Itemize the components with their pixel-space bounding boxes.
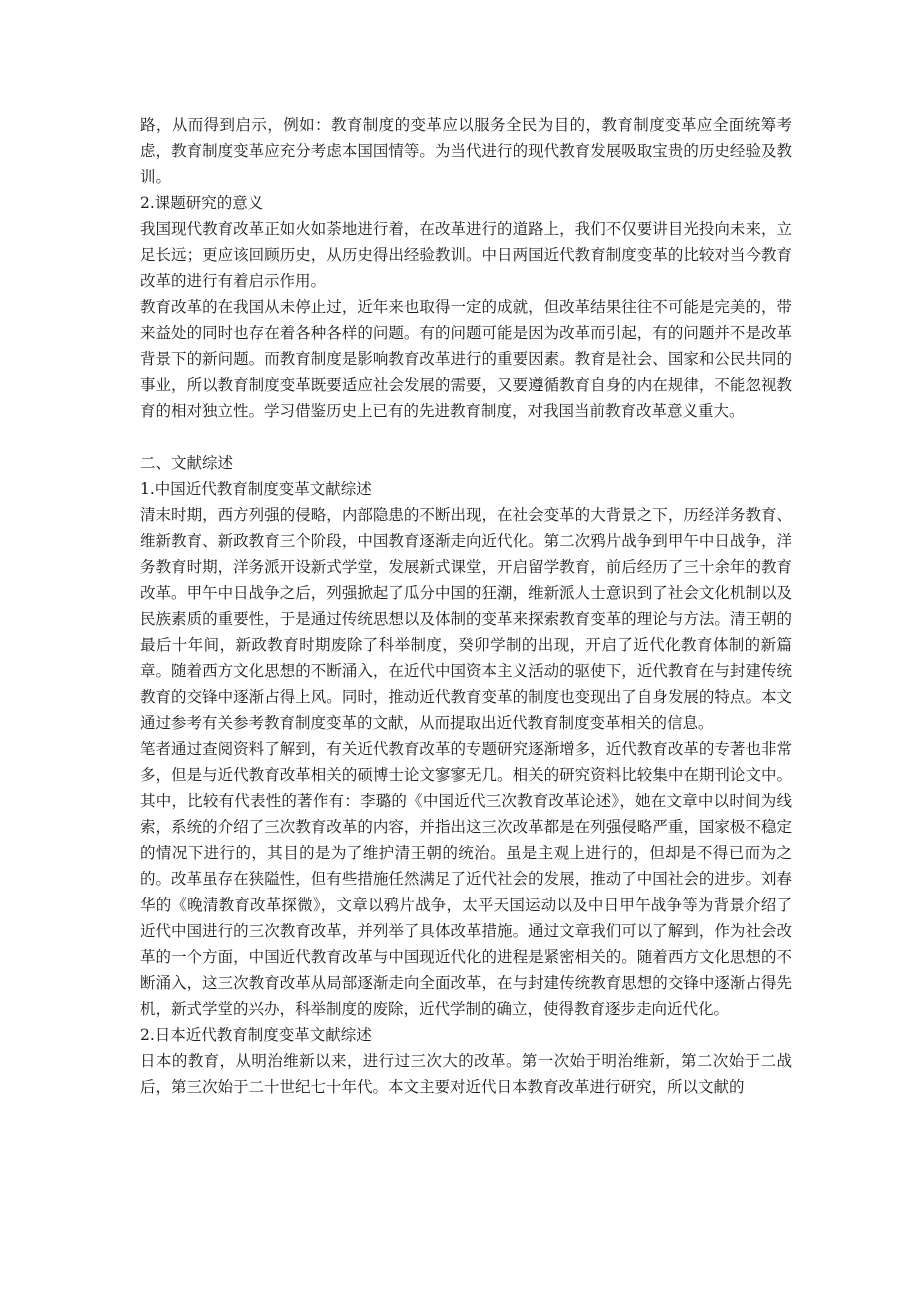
- paragraph-intro-continued: 路，从而得到启示，例如：教育制度的变革应以服务全民为目的，教育制度变革应全面统筹考虑，教育制度变革应充分考虑本国国情等。为当代进行的现代教育发展吸取宝贵的历史经验及教训。: [140, 116, 792, 186]
- paragraph-china-review-2: 笔者通过查阅资料了解到，有关近代教育改革的专题研究逐渐增多，近代教育改革的专著也非常多，但是与近代教育改革相关的硕博士论文寥寥无几。相关的研究资料比较集中在期刊论文中。其中，比较有代表性的著作有：李璐的《中国近代三次教育改革论述》，她在文章中以时间为线索，系统的介绍了三次教育改革的内容，并指出这三次改革都是在列强侵略严重，国家极不稳定的情况下进行的，其目的是为了维护清王朝的统治。虽是主观上进行的，但却是不得已而为之的。改革虽存在狭隘性，但有些措施任然满足了近代社会的发展，推动了中国社会的进步。刘春华的《晚清教育改革探微》，文章以鸦片战争，太平天国运动以及中日甲午战争等为背景介绍了近代中国进行的三次教育改革，并列举了具体改革措施。通过文章我们可以了解到，作为社会改革的一个方面，中国近代教育改革与中国现近代化的进程是紧密相关的。随着西方文化思想的不断涌入，这三次教育改革从局部逐渐走向全面改革，在与封建传统教育思想的交锋中逐渐占得先机，新式学堂的兴办，科举制度的废除，近代学制的确立，使得教育逐步走向近代化。: [140, 740, 792, 1018]
- section-literature-review: 二、文献综述: [140, 454, 234, 472]
- paragraph-china-review-1: 清末时期，西方列强的侵略，内部隐患的不断出现，在社会变革的大背景之下，历经洋务教育、维新教育、新政教育三个阶段，中国教育逐渐走向近代化。第二次鸦片战争到甲午中日战争，洋务教育时期，洋务派开设新式学堂，发展新式课堂，开启留学教育，前后经历了三十余年的教育改革。甲午中日战争之后，列强掀起了瓜分中国的狂潮，维新派人士意识到了社会文化机制以及民族素质的重要性，于是通过传统思想以及体制的变革来探索教育变革的理论与方法。清王朝的最后十年间，新政教育时期废除了科举制度，癸卯学制的出现，开启了近代化教育体制的新篇章。随着西方文化思想的不断涌入，在近代中国资本主义活动的驱使下，近代教育在与封建传统教育的交锋中逐渐占得上风。同时，推动近代教育变革的制度也变现出了自身发展的特点。本文通过参考有关参考教育制度变革的文献，从而提取出近代教育制度变革相关的信息。: [140, 506, 792, 732]
- blank-line: [140, 424, 792, 450]
- heading-research-significance: 2.课题研究的意义: [140, 194, 264, 212]
- paragraph-significance-2: 教育改革的在我国从未停止过，近年来也取得一定的成就，但改革结果往往不可能是完美的，带来益处的同时也存在着各种各样的问题。有的问题可能是因为改革而引起，有的问题并不是改革背景下的新问题。而教育制度是影响教育改革进行的重要因素。教育是社会、国家和公民共同的事业，所以教育制度变革既要适应社会发展的需要，又要遵循教育自身的内在规律，不能忽视教育的相对独立性。学习借鉴历史上已有的先进教育制度，对我国当前教育改革意义重大。: [140, 298, 792, 420]
- paragraph-significance-1: 我国现代教育改革正如火如荼地进行着，在改革进行的道路上，我们不仅要讲目光投向未来，立足长远；更应该回顾历史，从历史得出经验教训。中日两国近代教育制度变革的比较对当今教育改革的进行有着启示作用。: [140, 220, 792, 290]
- document-body: [140, 112, 792, 1100]
- heading-china-review: 1.中国近代教育制度变革文献综述: [140, 480, 372, 498]
- heading-japan-review: 2.日本近代教育制度变革文献综述: [140, 1026, 372, 1044]
- paragraph-japan-review-1: 日本的教育，从明治维新以来，进行过三次大的改革。第一次始于明治维新，第二次始于二战后，第三次始于二十世纪七十年代。本文主要对近代日本教育改革进行研究，所以文献的: [140, 1052, 792, 1096]
